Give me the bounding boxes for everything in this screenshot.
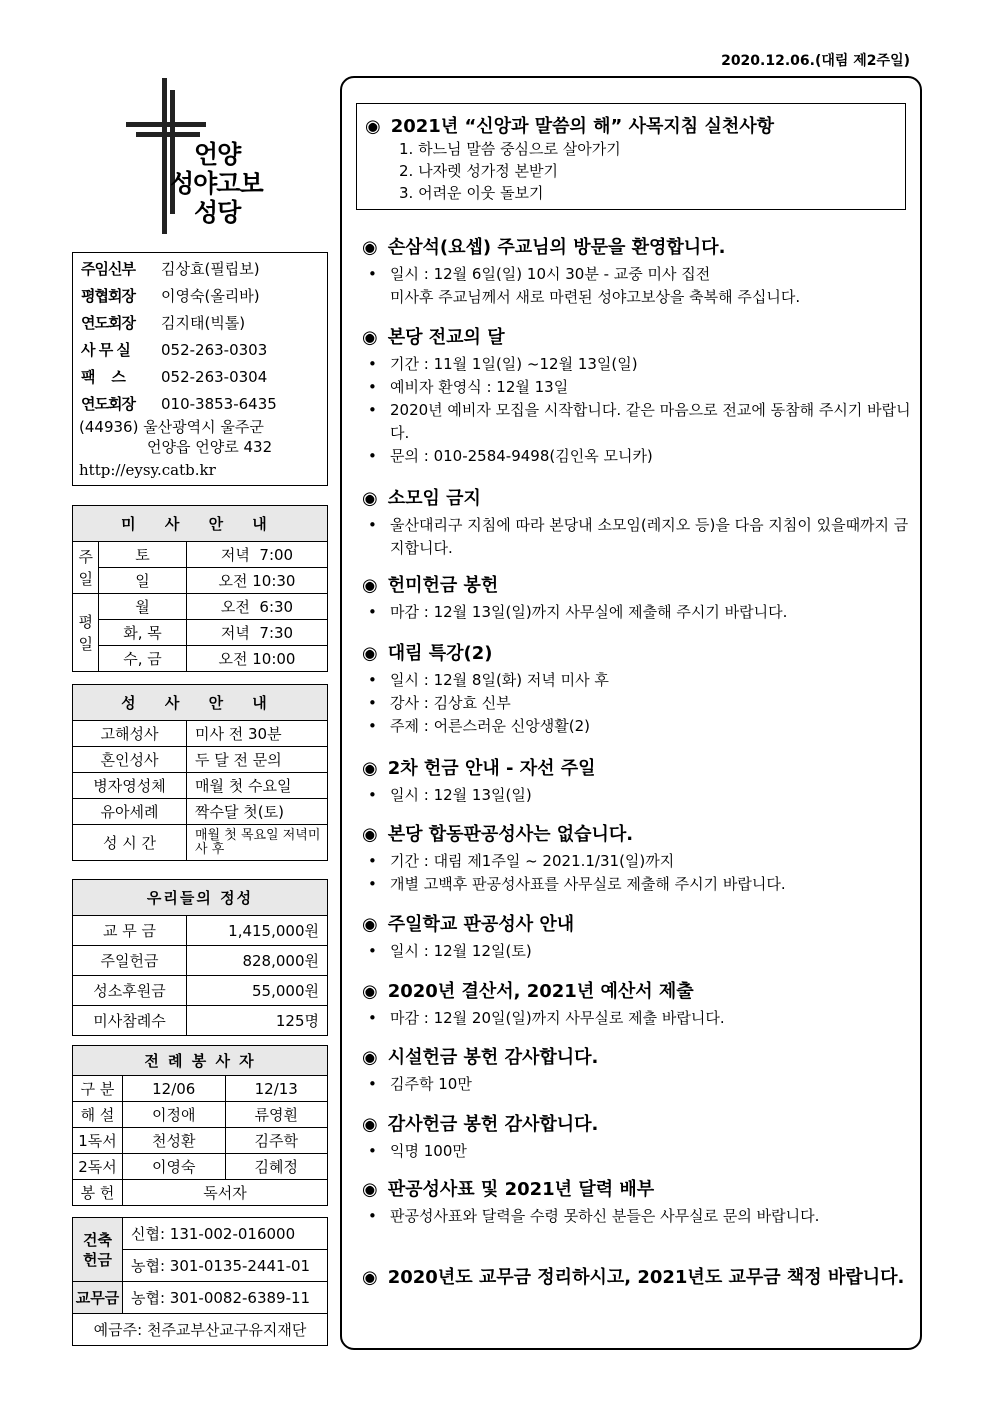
notice-title-text: 대림 특강(2) — [387, 643, 493, 664]
notice-section — [362, 326, 918, 468]
info-value: 김지태(빅톨) — [161, 314, 246, 332]
notice-item — [362, 1205, 918, 1228]
parish-name-line2: 성야고보 — [170, 169, 263, 198]
website-link[interactable]: http://eysy.catb.kr — [79, 461, 216, 479]
notice-section — [362, 823, 918, 896]
address-line2: 언양읍 언양로 432 — [147, 438, 273, 456]
table-cell: 1,415,000원 — [187, 916, 328, 946]
guideline-item: 2. 나자렛 성가정 본받기 — [399, 162, 559, 180]
bullet-icon: ◉ — [362, 981, 378, 1002]
bullet-dot-icon: • — [368, 852, 377, 870]
info-value: 052-263-0304 — [161, 367, 268, 386]
guideline-item: 3. 어려운 이웃 돌보기 — [399, 184, 544, 202]
info-label: 주임신부 — [81, 260, 135, 278]
table-cell: 이영숙 — [123, 1154, 226, 1180]
notice-title — [362, 236, 918, 260]
notice-item — [362, 353, 918, 376]
notice-title — [362, 642, 918, 666]
notice-title — [362, 913, 918, 937]
table-cell: 수, 금 — [99, 646, 187, 672]
notice-section — [362, 574, 918, 624]
notice-item-text: 예비자 환영식 : 12월 13일 — [390, 378, 569, 396]
table-title: 우리들의 정성 — [73, 880, 328, 916]
notice-title-text: 본당 합동판공성사는 없습니다. — [387, 824, 634, 845]
info-label: 팩 스 — [81, 368, 125, 386]
table-cell: 55,000원 — [187, 976, 328, 1006]
table-cell: 오전 10:30 — [187, 568, 328, 594]
weekday-label — [73, 594, 99, 672]
mass-schedule-table — [72, 505, 328, 672]
table-cell: 오전 10:00 — [187, 646, 328, 672]
table-cell: 12/13 — [225, 1076, 328, 1102]
bullet-icon: ◉ — [362, 914, 378, 935]
bullet-icon: ◉ — [362, 1114, 378, 1135]
table-cell: 고해성사 — [73, 721, 187, 747]
notice-title — [362, 487, 918, 511]
bullet-icon: ◉ — [362, 1179, 378, 1200]
notice-section — [362, 642, 918, 738]
notice-item-text: 일시 : 12월 8일(화) 저녁 미사 후 — [390, 671, 609, 689]
table-cell: 유아세례 — [73, 799, 187, 825]
bullet-icon: ◉ — [362, 643, 378, 664]
bullet-dot-icon: • — [368, 1009, 377, 1027]
parish-logo — [122, 78, 272, 238]
bullet-icon: ◉ — [362, 575, 378, 596]
notice-item — [362, 514, 918, 560]
notice-item — [362, 376, 918, 399]
cross-icon-arm2 — [136, 132, 200, 137]
bullet-dot-icon: • — [368, 355, 377, 373]
bullet-dot-icon: • — [368, 1142, 377, 1160]
table-cell: 구 분 — [73, 1076, 123, 1102]
bullet-icon: ◉ — [362, 824, 378, 845]
notice-item-continuation: 미사후 주교님께서 새로 마련된 성야고보상을 축복해 주십니다. — [390, 288, 801, 306]
notice-item-text: 익명 100만 — [390, 1142, 467, 1160]
notice-title-text: 판공성사표 및 2021년 달력 배부 — [387, 1179, 655, 1200]
notice-title — [362, 1178, 918, 1202]
info-value: 이영숙(올리바) — [161, 287, 260, 305]
bullet-dot-icon: • — [368, 1207, 377, 1225]
bullet-dot-icon: • — [368, 401, 377, 419]
bullet-dot-icon: • — [368, 265, 377, 283]
table-cell: 봉 헌 — [73, 1180, 123, 1206]
table-title: 미 사 안 내 — [73, 506, 328, 542]
notice-item — [362, 1140, 918, 1163]
info-value: 김상효(필립보) — [161, 260, 260, 278]
notice-title — [362, 1266, 918, 1290]
bulletin-date: 2020.12.06.(대림 제2주일) — [721, 53, 910, 69]
account-number: 농협: 301-0135-2441-01 — [123, 1250, 328, 1282]
table-cell: 이정애 — [123, 1102, 226, 1128]
bullet-icon: ◉ — [362, 237, 378, 258]
notice-item — [362, 784, 918, 807]
notice-section — [362, 913, 918, 963]
parish-info-box — [72, 252, 328, 486]
table-cell: 오전 6:30 — [187, 594, 328, 620]
notice-item — [362, 873, 918, 896]
table-cell: 미사 전 30분 — [187, 721, 328, 747]
building-fund-label — [73, 1218, 123, 1282]
table-cell: 월 — [99, 594, 187, 620]
notice-item — [362, 850, 918, 873]
notice-title-text: 손삼석(요셉) 주교님의 방문을 환영합니다. — [387, 237, 726, 258]
notice-title-text: 본당 전교의 달 — [387, 327, 505, 348]
notice-title-text: 2차 헌금 안내 - 자선 주일 — [387, 758, 596, 779]
table-cell: 매월 첫 목요일 저녁미사 후 — [187, 825, 328, 861]
notice-item — [362, 940, 918, 963]
notice-item — [362, 692, 918, 715]
bullet-dot-icon: • — [368, 717, 377, 735]
bullet-dot-icon: • — [368, 942, 377, 960]
bullet-dot-icon: • — [368, 694, 377, 712]
bullet-dot-icon: • — [368, 447, 377, 465]
bullet-dot-icon: • — [368, 1075, 377, 1093]
notice-item-text: 일시 : 12월 13일(일) — [390, 786, 532, 804]
table-cell: 토 — [99, 542, 187, 568]
notice-title-text: 헌미헌금 봉헌 — [387, 575, 499, 596]
guideline-title — [365, 112, 905, 138]
table-title: 전 례 봉 사 자 — [73, 1046, 328, 1076]
bullet-dot-icon: • — [368, 875, 377, 893]
notice-title-text: 시설헌금 봉헌 감사합니다. — [387, 1047, 599, 1068]
account-number: 신협: 131-002-016000 — [123, 1218, 328, 1250]
table-cell: 두 달 전 문의 — [187, 747, 328, 773]
table-cell: 12/06 — [123, 1076, 226, 1102]
bullet-dot-icon: • — [368, 786, 377, 804]
info-label: 연도회장 — [81, 314, 135, 332]
info-value: 010-3853-6435 — [161, 394, 277, 413]
notice-item-text: 개별 고백후 판공성사표를 사무실로 제출해 주시기 바랍니다. — [390, 875, 786, 893]
parish-name-line1: 언양 — [194, 140, 241, 169]
table-cell: 저녁 7:30 — [187, 620, 328, 646]
table-cell: 1독서 — [73, 1128, 123, 1154]
notice-title-text: 주일학교 판공성사 안내 — [387, 914, 575, 935]
sacrament-table — [72, 684, 328, 861]
notice-item — [362, 601, 918, 624]
table-cell: 병자영성체 — [73, 773, 187, 799]
notice-title — [362, 1113, 918, 1137]
notice-item — [362, 715, 918, 738]
table-cell: 2독서 — [73, 1154, 123, 1180]
bullet-icon: ◉ — [362, 1047, 378, 1068]
notice-title — [362, 326, 918, 350]
weekday-text: 평일 — [78, 612, 93, 653]
bullet-icon: ◉ — [365, 116, 381, 137]
notice-item-text: 일시 : 12월 12일(토) — [390, 942, 532, 960]
guideline-item: 1. 하느님 말씀 중심으로 살아가기 — [399, 140, 621, 158]
table-cell: 독서자 — [123, 1180, 328, 1206]
building-fund-text: 건축헌금 — [83, 1230, 112, 1269]
notice-item-text: 김주학 10만 — [390, 1075, 472, 1093]
notice-item — [362, 445, 918, 468]
notice-item-text: 기간 : 대림 제1주일 ~ 2021.1/31(일)까지 — [390, 852, 675, 870]
table-cell: 교 무 금 — [73, 916, 187, 946]
table-cell: 김주학 — [225, 1128, 328, 1154]
notice-item — [362, 669, 918, 692]
info-row — [73, 282, 327, 309]
notice-item-text: 판공성사표와 달력을 수령 못하신 분들은 사무실로 문의 바랍니다. — [390, 1207, 820, 1225]
bullet-icon: ◉ — [362, 758, 378, 779]
servers-table — [72, 1045, 328, 1206]
table-cell: 성 시 간 — [73, 825, 187, 861]
info-row — [73, 336, 327, 363]
notice-item-text: 기간 : 11월 1일(일) ~12월 13일(일) — [390, 355, 638, 373]
table-title: 성 사 안 내 — [73, 685, 328, 721]
table-cell: 828,000원 — [187, 946, 328, 976]
bullet-icon: ◉ — [362, 488, 378, 509]
guideline-title-text: 2021년 “신앙과 말씀의 해” 사목지침 실천사항 — [390, 116, 775, 137]
notice-section — [362, 1266, 918, 1293]
notice-section — [362, 487, 918, 560]
table-cell: 혼인성사 — [73, 747, 187, 773]
parish-name-line3: 성당 — [194, 198, 241, 227]
table-cell: 김혜정 — [225, 1154, 328, 1180]
table-cell: 125명 — [187, 1006, 328, 1036]
notice-title — [362, 574, 918, 598]
table-cell: 저녁 7:00 — [187, 542, 328, 568]
table-cell: 성소후원금 — [73, 976, 187, 1006]
notice-section — [362, 980, 918, 1030]
pastoral-guideline-box — [356, 103, 906, 210]
sunday-text: 주일 — [78, 547, 93, 588]
table-cell: 화, 목 — [99, 620, 187, 646]
notice-title-text: 감사헌금 봉헌 감사합니다. — [387, 1114, 599, 1135]
notice-section — [362, 1046, 918, 1096]
table-cell: 짝수달 첫(토) — [187, 799, 328, 825]
parish-name — [170, 140, 263, 227]
cross-icon — [162, 78, 167, 234]
table-cell: 류영훤 — [225, 1102, 328, 1128]
notice-section — [362, 1178, 918, 1228]
notice-item — [362, 263, 918, 286]
notice-item-text: 2020년 예비자 모집을 시작합니다. 같은 마음으로 전교에 동참해 주시기 바랍니다. — [390, 401, 911, 442]
table-cell: 매월 첫 수요일 — [187, 773, 328, 799]
notice-item-text: 울산대리구 지침에 따라 본당내 소모임(레지오 등)을 다음 지침이 있을때까지 금지합니다. — [390, 516, 909, 557]
notice-item — [362, 1073, 918, 1096]
info-label: 사 무 실 — [81, 341, 130, 359]
account-number: 농협: 301-0082-6389-11 — [123, 1282, 328, 1314]
bullet-icon: ◉ — [362, 1267, 378, 1288]
sunday-label — [73, 542, 99, 594]
offering-table — [72, 879, 328, 1036]
table-cell: 주일헌금 — [73, 946, 187, 976]
notice-title — [362, 980, 918, 1004]
bullet-dot-icon: • — [368, 378, 377, 396]
notice-section — [362, 757, 918, 807]
notice-item-text: 강사 : 김상효 신부 — [390, 694, 511, 712]
notice-title — [362, 757, 918, 781]
info-value: 052-263-0303 — [161, 340, 268, 359]
info-row — [73, 255, 327, 282]
info-row — [73, 390, 327, 417]
info-row — [73, 363, 327, 390]
notice-title — [362, 823, 918, 847]
notice-item-text: 마감 : 12월 13일(일)까지 사무실에 제출해 주시기 바랍니다. — [390, 603, 788, 621]
bullet-dot-icon: • — [368, 603, 377, 621]
address-line1: (44936) 울산광역시 울주군 — [79, 418, 264, 436]
cross-icon-arm — [126, 122, 206, 127]
notice-item — [362, 1007, 918, 1030]
notice-title-text: 소모임 금지 — [387, 488, 481, 509]
table-cell: 일 — [99, 568, 187, 594]
notice-item-text: 마감 : 12월 20일(일)까지 사무실로 제출 바랍니다. — [390, 1009, 725, 1027]
account-holder: 예금주: 천주교부산교구유지재단 — [73, 1314, 328, 1346]
table-cell: 미사참례수 — [73, 1006, 187, 1036]
notice-item-text: 문의 : 010-2584-9498(김인옥 모니카) — [390, 447, 653, 465]
building-fund-table — [72, 1217, 328, 1346]
notice-title — [362, 1046, 918, 1070]
bullet-icon: ◉ — [362, 327, 378, 348]
notice-section — [362, 236, 918, 309]
notice-item — [362, 399, 918, 445]
notice-title-text: 2020년도 교무금 정리하시고, 2021년도 교무금 책정 바랍니다. — [387, 1267, 905, 1288]
info-label: 평협회장 — [81, 287, 135, 305]
table-cell: 천성환 — [123, 1128, 226, 1154]
bullet-dot-icon: • — [368, 671, 377, 689]
notice-item-text: 일시 : 12월 6일(일) 10시 30분 - 교중 미사 집전 — [390, 265, 711, 283]
info-row — [73, 309, 327, 336]
notice-item-text: 주제 : 어른스러운 신앙생활(2) — [390, 717, 590, 735]
notice-section — [362, 1113, 918, 1163]
table-cell: 해 설 — [73, 1102, 123, 1128]
info-label: 연도회장 — [81, 395, 135, 413]
notice-title-text: 2020년 결산서, 2021년 예산서 제출 — [387, 981, 694, 1002]
bullet-dot-icon: • — [368, 516, 377, 534]
tithe-label: 교무금 — [73, 1282, 123, 1314]
